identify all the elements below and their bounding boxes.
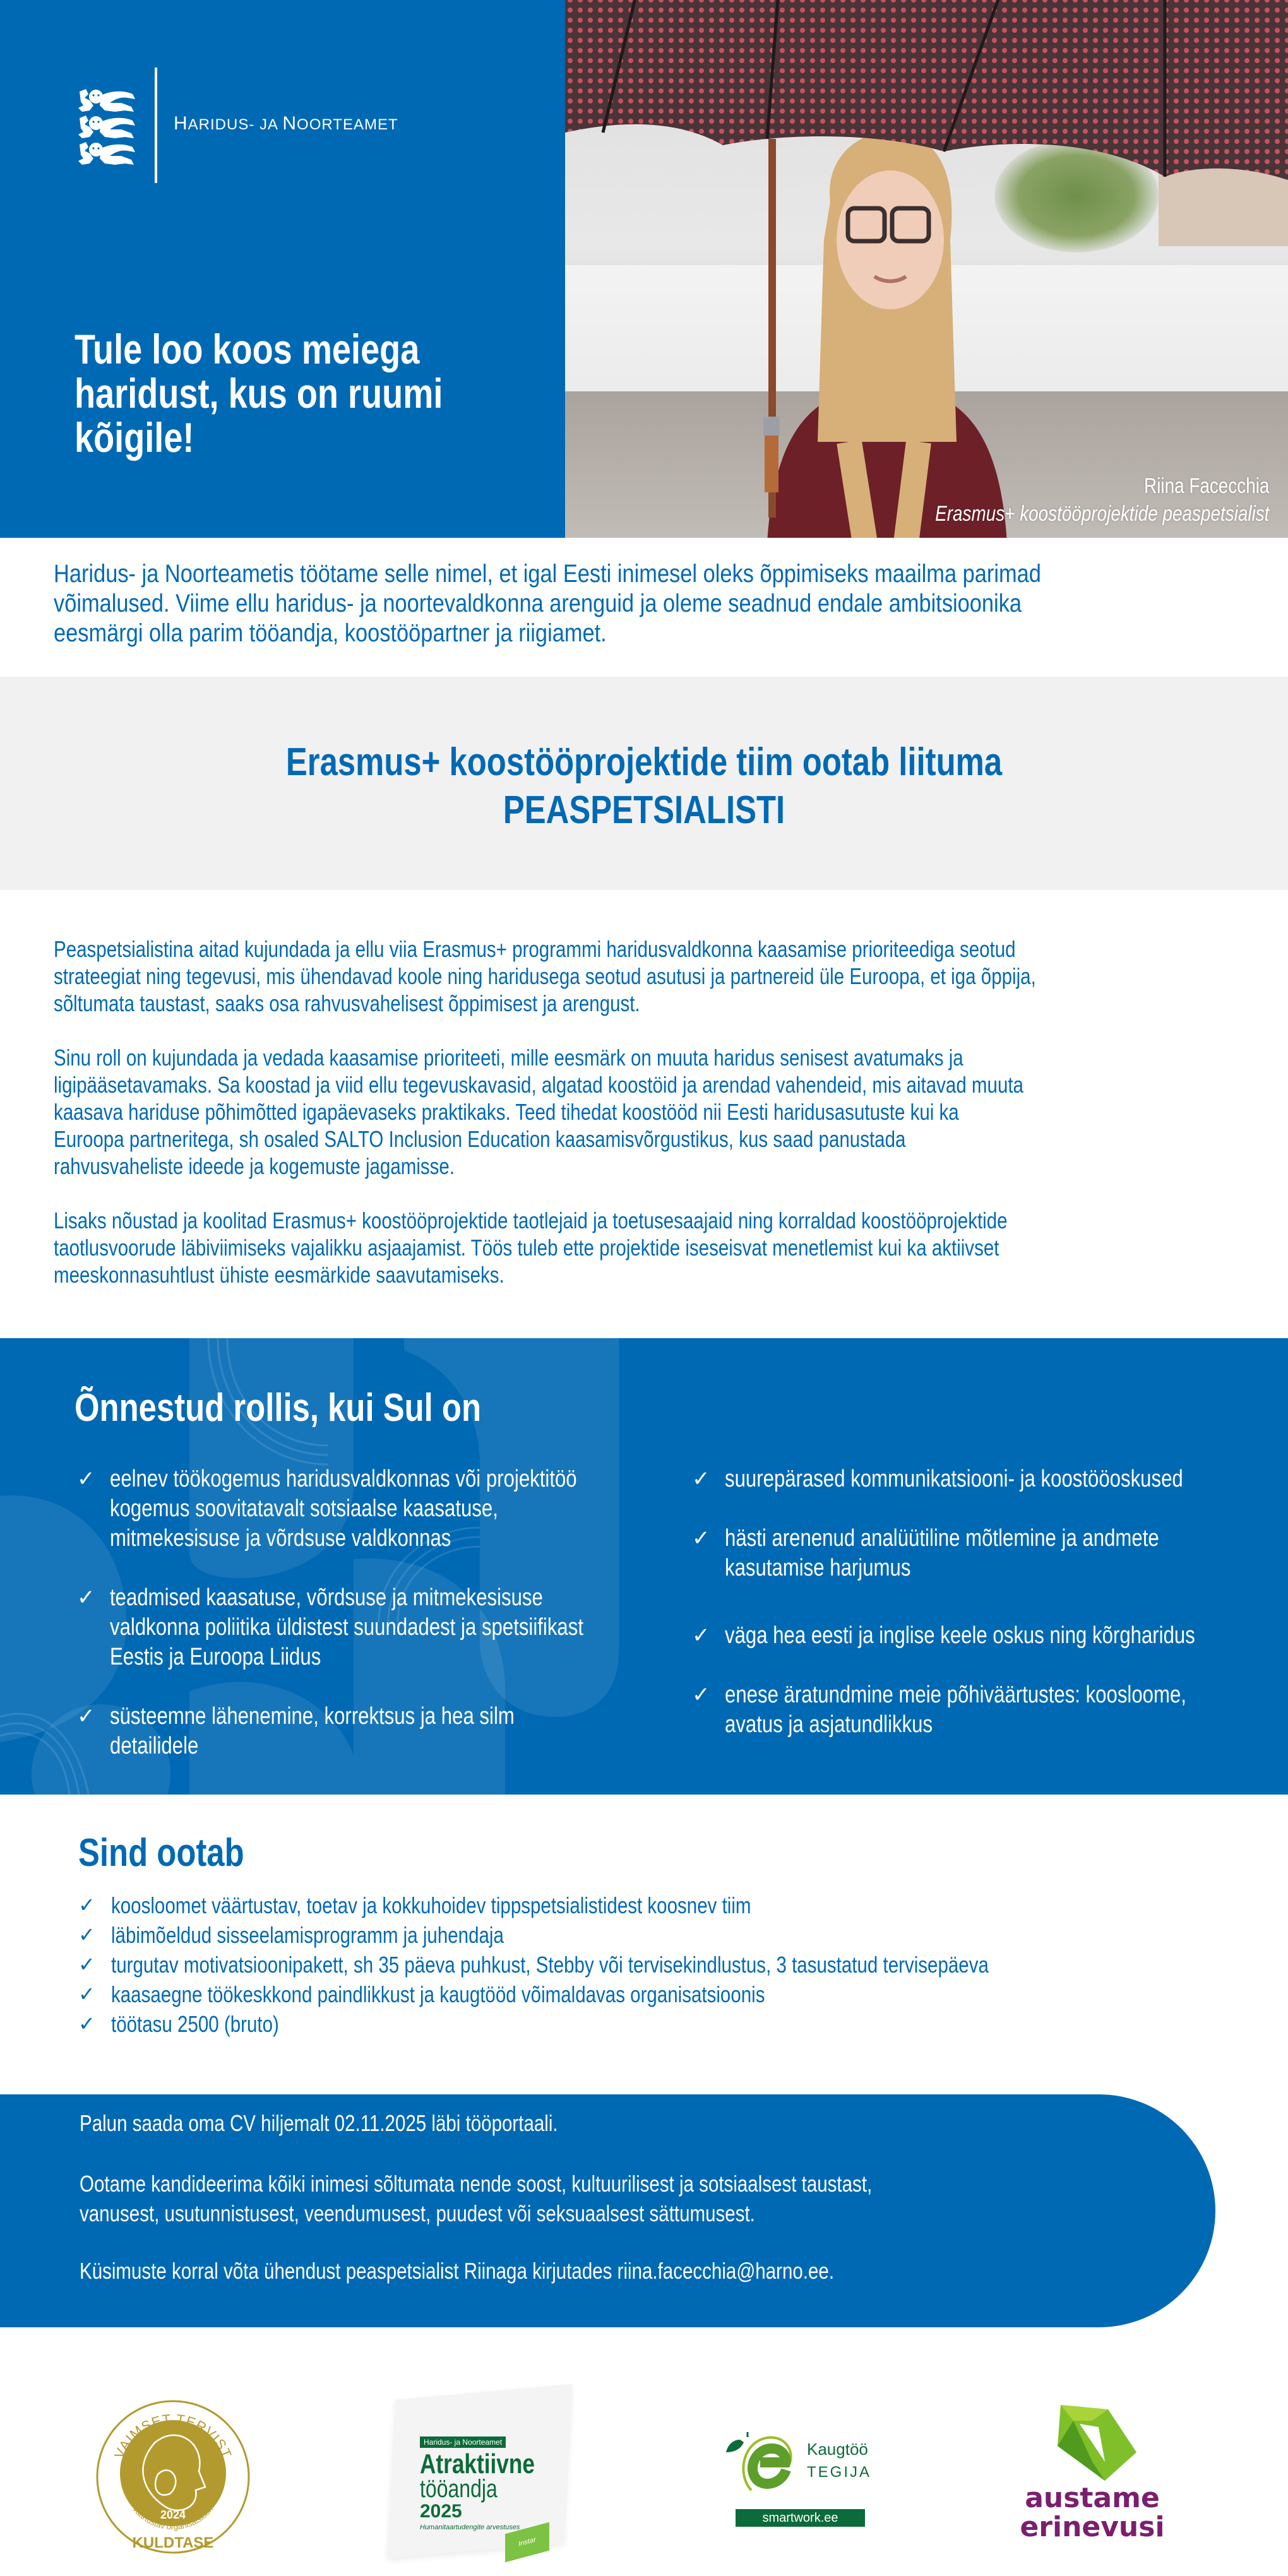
benefits-section bbox=[78, 1831, 1215, 2037]
tagline-line: haridust, kus on ruumi bbox=[75, 370, 443, 417]
three-lions-coat-of-arms-icon bbox=[77, 88, 136, 165]
contact-info bbox=[80, 2256, 999, 2286]
requirement-item: ✓ väga hea eesti ja inglise keele oskus ning kõrgharidus bbox=[689, 1621, 1277, 1651]
requirements-title: Õnnestud rollis, kui Sul on bbox=[75, 1386, 482, 1430]
check-icon: ✓ bbox=[692, 1683, 710, 1707]
erinevusi-line: erinevusi bbox=[1020, 2511, 1165, 2543]
tagline-line: kõigile! bbox=[75, 414, 194, 461]
badge-subtitle: tööandja bbox=[420, 2475, 498, 2503]
requirement-item: ✓ enese äratundmine meie põhiväärtustes: koosloome, avatus ja asjatundlikkus bbox=[692, 1682, 1186, 1738]
requirements-list-left bbox=[75, 1464, 643, 1761]
instar-tag: Instar bbox=[505, 2522, 549, 2563]
badge-title: Atraktiivne bbox=[420, 2448, 535, 2479]
employee-role: Erasmus+ koostööprojektide peaspetsialist bbox=[934, 502, 1269, 526]
contact-text: Küsimuste korral võta ühendust peaspetsialist Riinaga kirjutades bbox=[80, 2258, 617, 2284]
benefit-item: ✓ koosloomet väärtustav, toetav ja kokkuhoidev tippspetsialistidest koosnev tiim bbox=[78, 1890, 1181, 1920]
text-line: ligipääsetavamaks. Sa koostad ja viid ellu tegevuskavasid, algatad koostöid ja arendad vahendeid, mis aitavad muuta bbox=[54, 1072, 1023, 1098]
benefit-item: ✓ turgutav motivatsioonipakett, sh 35 päeva puhkust, Stebby või tervisekindlustus, 3 tasustatud tervisepäeva bbox=[78, 1950, 1181, 1979]
atraktiivne-tooandja-badge bbox=[391, 2392, 568, 2550]
requirement-item: ✓ teadmised kaasatuse, võrdsuse ja mitmekesisuse valdkonna poliitika üldistest suundadest ja spetsiifikast Eestis ja Euroopa Liidus bbox=[77, 1584, 584, 1670]
description-paragraph-3 bbox=[54, 1207, 1234, 1288]
tagline-line: Tule loo koos meiega bbox=[75, 326, 420, 372]
intro-line: võimalused. Viime ellu haridus- ja noortevaldkonna arenguid ja oleme seadnud endale ambitsioonika bbox=[54, 590, 1022, 617]
badge-org-label: Haridus- ja Noorteamet bbox=[420, 2437, 506, 2448]
austame-line: austame bbox=[1025, 2482, 1160, 2514]
requirement-item: ✓ hästi arenenud analüütiline mõtlemine ja andmete kasutamise harjumus bbox=[692, 1525, 1159, 1581]
benefit-item: ✓ läbimõeldud sisseelamisprogramm ja juhendaja bbox=[78, 1920, 1181, 1950]
requirements-section bbox=[0, 1338, 1288, 1795]
org-logo[interactable] bbox=[77, 68, 431, 183]
diversity-statement bbox=[80, 2169, 1046, 2228]
benefits-title: Sind ootab bbox=[78, 1831, 244, 1875]
check-icon: ✓ bbox=[77, 1586, 95, 1610]
description-paragraph-2 bbox=[54, 1044, 1234, 1180]
check-icon: ✓ bbox=[77, 1704, 95, 1728]
job-title-position: PEASPETSIALISTI bbox=[503, 788, 785, 832]
award-logos bbox=[0, 2373, 1288, 2575]
vaimset-tervist-badge bbox=[95, 2399, 251, 2555]
employee-name: Riina Facecchia bbox=[1143, 474, 1269, 498]
green-pentagon-icon bbox=[1054, 2402, 1136, 2481]
job-title-line1: Erasmus+ koostööprojektide tiim ootab liituma bbox=[285, 740, 1003, 784]
diversity-line: vanusest, usutunnistusest, veendumusest, puudest või seksuaalsest sättumusest. bbox=[80, 2200, 755, 2226]
benefits-list bbox=[78, 1890, 1181, 2039]
benefit-item: ✓ kaasaegne töökeskkond paindlikkust ja kaugtööd võimaldavas organisatsioonis bbox=[78, 1979, 1181, 2009]
requirement-item: ✓ suurepärased kommunikatsiooni- ja koostööoskused bbox=[689, 1464, 1277, 1494]
tegija-label: TEGIJA bbox=[807, 2464, 872, 2481]
intro-line: eesmärgi olla parim tööandja, koostööpartner ja riigiamet. bbox=[54, 619, 607, 647]
text-line: taotlusvoorude läbiviimiseks vajalikku asjaajamist. Töös tuleb ette projektide iseseisvat menetlemist kui ka aktiivset bbox=[54, 1235, 999, 1261]
check-icon: ✓ bbox=[692, 1526, 710, 1550]
text-line: Peaspetsialistina aitad kujundada ja ellu viia Erasmus+ programmi haridusvaldkonna kaasamise prioriteediga seotud bbox=[54, 936, 1016, 962]
job-title bbox=[0, 739, 1288, 834]
svg-text:väärtustav organisatsioon: väärtustav organisatsioon bbox=[131, 2504, 215, 2532]
text-line: Lisaks nõustad ja koolitad Erasmus+ koostööprojektide taotlejaid ja toetusesaajaid ning korraldad koostööprojektide bbox=[54, 1208, 1008, 1233]
badge-year: 2025 bbox=[420, 2501, 462, 2522]
umbrella-illustration bbox=[565, 0, 1288, 189]
contact-punctuation: . bbox=[828, 2258, 835, 2284]
job-description bbox=[54, 935, 1234, 1315]
apple-e-icon bbox=[726, 2421, 802, 2503]
text-line: rahvusvaheliste ideede ja kogemuste jagamisse. bbox=[54, 1153, 455, 1179]
kaugtoo-label: Kaugtöö bbox=[807, 2440, 868, 2459]
photo-caption bbox=[862, 472, 1269, 528]
logo-divider bbox=[155, 68, 157, 183]
intro-line: Haridus- ja Noorteametis töötame selle nimel, et igal Eesti inimesel oleks õppimiseks maailma parimad bbox=[54, 560, 1041, 588]
hero-section bbox=[0, 0, 1288, 538]
text-line: kaasava hariduse põhimõtted igapäevaseks praktikaks. Teed tihedat koostööd nii Eesti haridusasutuste kui ka bbox=[54, 1099, 959, 1125]
hero-brand-panel bbox=[0, 0, 565, 538]
check-icon: ✓ bbox=[78, 1953, 95, 1976]
employee-photo bbox=[565, 0, 1288, 538]
job-headline-band bbox=[0, 677, 1288, 890]
check-icon: ✓ bbox=[692, 1467, 710, 1491]
hero-tagline bbox=[75, 327, 529, 460]
check-icon: ✓ bbox=[78, 1983, 95, 2005]
description-paragraph-1 bbox=[54, 935, 1234, 1017]
text-line: meeskonnasuhtlust ühiste eesmärkide saavutamiseks. bbox=[54, 1262, 504, 1288]
apply-instructions bbox=[80, 2108, 663, 2138]
text-line: Euroopa partneritega, sh osaled SALTO Inclusion Education kaasamisvõrgustikus, kus saad panustada bbox=[54, 1126, 906, 1152]
requirement-item: ✓ süsteemne lähenemine, korrektsus ja hea silm detailidele bbox=[77, 1703, 515, 1759]
austame-erinevusi-badge bbox=[1020, 2402, 1165, 2553]
text-line: strateegiat ning tegevusi, mis ühendavad koole ning haridusega seotud asutusi ja partnereid üle Euroopa, et iga õppija, bbox=[54, 963, 1036, 989]
smartwork-link[interactable]: smartwork.ee bbox=[736, 2509, 865, 2527]
intro-paragraph bbox=[54, 559, 1241, 648]
mental-health-gold-badge-icon bbox=[95, 2399, 251, 2555]
check-icon: ✓ bbox=[692, 1623, 710, 1647]
requirement-item: ✓ eelnev töökogemus haridusvaldkonnas või projektitöö kogemus soovitatavalt sotsiaalse kaasatuse, mitmekesisuse ja võrdsuse valdkonnas bbox=[77, 1466, 577, 1552]
benefit-item-salary: ✓ töötasu 2500 (bruto) bbox=[78, 2009, 1181, 2039]
austame-erinevusi-text bbox=[1020, 2484, 1165, 2542]
svg-text:2024: 2024 bbox=[160, 2508, 186, 2521]
check-icon: ✓ bbox=[78, 2012, 95, 2035]
text-line: sõltumata taustast, saaks osa rahvusvahelisest õppimisest ja arengust. bbox=[54, 990, 640, 1016]
check-icon: ✓ bbox=[77, 1467, 95, 1491]
diversity-line: Ootame kandideerima kõiki inimesi sõltumata nende soost, kultuurilisest ja sotsiaalsest taustast, bbox=[80, 2171, 873, 2197]
requirements-list-right bbox=[689, 1464, 1277, 1740]
org-name: HARIDUS- JA NOORTEAMET bbox=[174, 113, 398, 134]
check-icon: ✓ bbox=[78, 1923, 95, 1946]
kaugtoo-tegija-badge bbox=[726, 2421, 871, 2528]
apply-text: Palun saada oma CV hiljemalt 02.11.2025 läbi tööportaali. bbox=[80, 2110, 558, 2136]
text-line: Sinu roll on kujundada ja vedada kaasamise prioriteeti, mille eesmärk on muuta haridus senisest avatumaks ja bbox=[54, 1045, 963, 1071]
svg-text:VAIMSET TERVIST: VAIMSET TERVIST bbox=[110, 2411, 236, 2461]
apply-callout bbox=[0, 2094, 1215, 2327]
check-icon: ✓ bbox=[78, 1894, 95, 1916]
svg-text:KULDTASE: KULDTASE bbox=[132, 2534, 214, 2551]
contact-email-link[interactable]: riina.facecchia@harno.ee bbox=[617, 2258, 829, 2284]
badge-note: Humanitaartudengite arvestuses bbox=[420, 2524, 520, 2531]
